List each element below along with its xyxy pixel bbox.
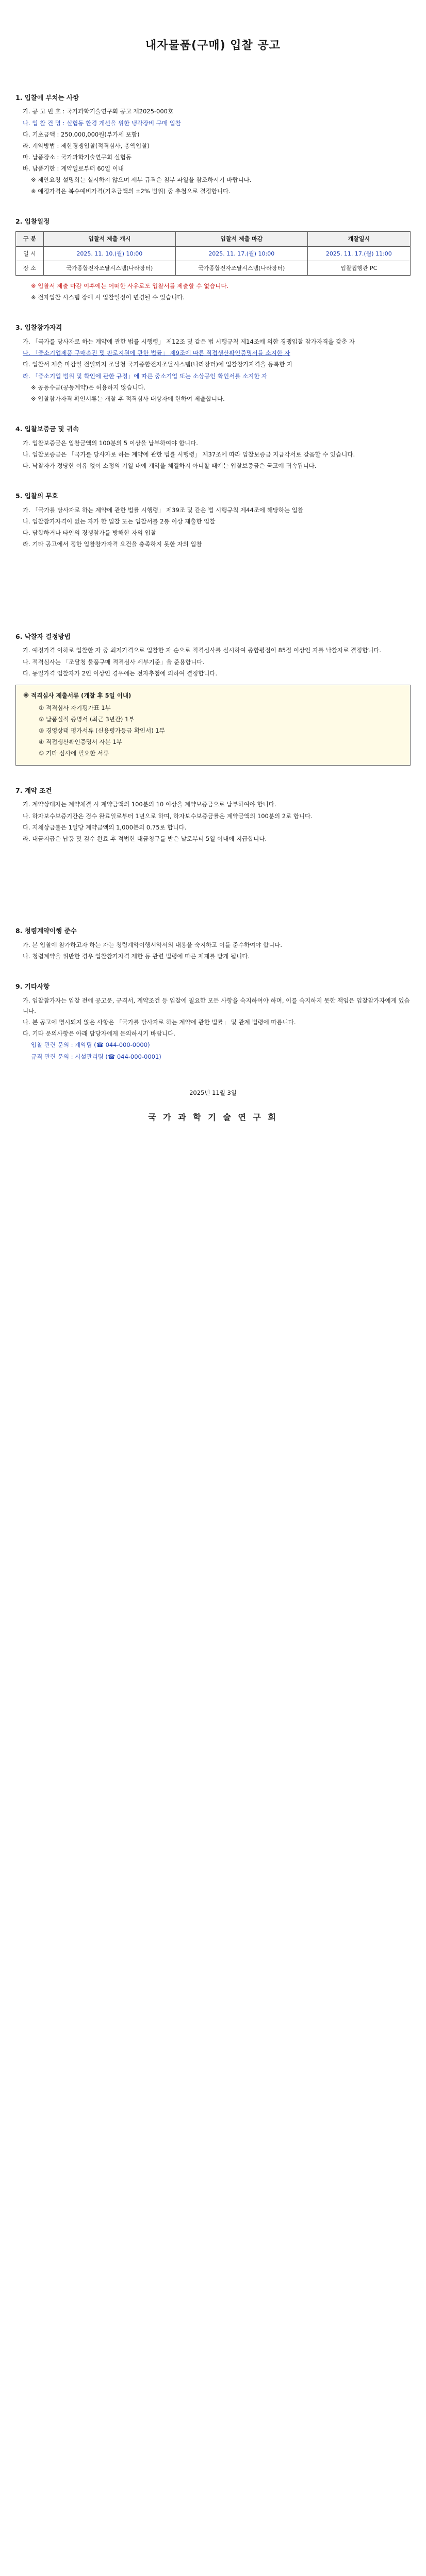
list-item: 다. 동일가격 입찰자가 2인 이상인 경우에는 전자추첨에 의하여 결정합니다. [23, 669, 218, 677]
table-cell: 장 소 [16, 261, 44, 275]
note: ※ 공동수급(공동계약)은 허용하지 않습니다. [31, 383, 146, 391]
section-heading: 7. 계약 조건 [15, 786, 52, 794]
note: ※ 입찰서 제출 마감 이후에는 어떠한 사유로도 입찰서를 제출할 수 없습니다. [31, 282, 229, 290]
list-item: 가. 공 고 번 호 : 국가과학기술연구회 공고 제2025-000호 [23, 108, 174, 115]
issuing-organization: 국 가 과 학 기 술 연 구 회 [148, 1112, 278, 1122]
section-9 [15, 981, 411, 1062]
list-item: 다. 입찰서 제출 마감일 전일까지 조달청 국가종합전자조달시스템(나라장터)에 입찰참가자격을 등록한 자 [23, 361, 293, 368]
list-item: 마. 납품장소 : 국가과학기술연구회 실험동 [23, 153, 132, 161]
list-item: 가. 예정가격 이하로 입찰한 자 중 최저가격으로 입찰한 자 순으로 적격심사를 실시하여 종합평점이 85점 이상인 자를 낙찰자로 결정합니다. [23, 647, 382, 654]
section-2 [15, 216, 411, 302]
list-item: 다. 지체상금률은 1일당 계약금액의 1,000분의 0.75로 합니다. [23, 823, 187, 831]
box-line: ⑤ 기타 심사에 필요한 서류 [39, 750, 109, 757]
list-item: 다. 기초금액 : 250,000,000원(부가세 포함) [23, 130, 140, 138]
section-5 [15, 490, 411, 549]
list-item: 다. 기타 문의사항은 아래 담당자에게 문의하시기 바랍니다. [23, 1030, 175, 1038]
list-item: 가. 본 입찰에 참가하고자 하는 자는 청렴계약이행서약서의 내용을 숙지하고 이를 준수하여야 합니다. [23, 941, 282, 948]
note: ※ 전자입찰 시스템 장애 시 입찰일정이 변경될 수 있습니다. [31, 294, 185, 301]
table-row [16, 246, 411, 261]
section-8 [15, 925, 411, 961]
table-cell: 일 시 [16, 246, 44, 261]
table-cell: 입찰집행관 PC [307, 261, 410, 275]
list-item: 나. 본 공고에 명시되지 않은 사항은 「국가를 당사자로 하는 계약에 관한 법률」 및 관계 법령에 따릅니다. [23, 1019, 296, 1026]
document-box [15, 685, 411, 766]
list-item: 나. 적격심사는 「조달청 물품구매 적격심사 세부기준」을 준용합니다. [23, 658, 205, 666]
section-7 [15, 785, 411, 844]
section-6 [15, 631, 411, 766]
table-header: 입찰서 제출 개시 [43, 232, 175, 246]
list-item: 나. 입 찰 건 명 : 실험동 환경 개선을 위한 냉각장비 구매 입찰 [23, 119, 181, 127]
list-item: 가. 입찰보증금은 입찰금액의 100분의 5 이상을 납부하여야 합니다. [23, 439, 198, 447]
contact-line: 입찰 관련 문의 : 계약팀 (☎ 044-000-0000) [31, 1041, 150, 1049]
list-item: 가. 「국가를 당사자로 하는 계약에 관한 법률 시행령」 제39조 및 같은 법 시행규칙 제44조에 해당하는 입찰 [23, 506, 304, 514]
table-cell: 국가종합전자조달시스템(나라장터) [175, 261, 307, 275]
list-item: 가. 계약상대자는 계약체결 시 계약금액의 100분의 10 이상을 계약보증금으로 납부하여야 합니다. [23, 801, 276, 808]
contact-line: 규격 관련 문의 : 시설관리팀 (☎ 044-000-0001) [31, 1053, 161, 1060]
section-heading: 3. 입찰참가자격 [15, 324, 62, 332]
box-line: ④ 직접생산확인증명서 사본 1부 [39, 738, 122, 746]
list-item: 가. 입찰참가자는 입찰 전에 공고문, 규격서, 계약조건 등 입찰에 필요한 모든 사항을 숙지하여야 하며, 이를 숙지하지 못한 책임은 입찰참가자에게 있습니다. [23, 996, 410, 1014]
table-header: 개찰일시 [307, 232, 410, 246]
note: ※ 입찰참가자격 확인서류는 개찰 후 적격심사 대상자에 한하여 제출합니다. [31, 395, 225, 402]
table-header-row [16, 232, 411, 246]
list-item: 나. 하자보수보증기간은 검수 완료일로부터 1년으로 하며, 하자보수보증금률은 계약금액의 100분의 2로 합니다. [23, 812, 313, 820]
box-line: ③ 경영상태 평가서류 (신용평가등급 확인서) 1부 [39, 727, 165, 735]
list-item: 나. 입찰보증금은 「국가를 당사자로 하는 계약에 관한 법률 시행령」 제37조에 따라 입찰보증금 지급각서로 갈음할 수 있습니다. [23, 450, 355, 458]
section-heading: 6. 낙찰자 결정방법 [15, 632, 71, 640]
notice-title: 내자물품(구매) 입찰 공고 [145, 39, 281, 52]
section-4 [15, 423, 411, 471]
list-item: 바. 납품기한 : 계약일로부터 60일 이내 [23, 165, 124, 172]
list-item: 라. 기타 공고에서 정한 입찰참가자격 요건을 충족하지 못한 자의 입찰 [23, 540, 202, 548]
list-item: 나. 청렴계약을 위반한 경우 입찰참가자격 제한 등 관련 법령에 따른 제재를 받게 됩니다. [23, 952, 250, 960]
list-item: 라. 「중소기업 범위 및 확인에 관한 규정」에 따른 중소기업 또는 소상공인 확인서를 소지한 자 [23, 372, 268, 380]
section-heading: 4. 입찰보증금 및 귀속 [15, 425, 79, 433]
list-item: 나. 「중소기업제품 구매촉진 및 판로지원에 관한 법률」 제9조에 따른 직접생산확인증명서를 소지한 자 [23, 349, 290, 357]
list-item: 나. 입찰참가자격이 없는 자가 한 입찰 또는 입찰서를 2통 이상 제출한 입찰 [23, 518, 216, 526]
list-item: 가. 「국가를 당사자로 하는 계약에 관한 법률 시행령」 제12조 및 같은 법 시행규칙 제14조에 의한 경쟁입찰 참가자격을 갖춘 자 [23, 338, 355, 346]
table-row [16, 261, 411, 275]
section-heading: 2. 입찰일정 [15, 217, 50, 226]
list-item: 다. 낙찰자가 정당한 이유 없이 소정의 기일 내에 계약을 체결하지 아니할 때에는 입찰보증금은 국고에 귀속됩니다. [23, 462, 317, 469]
table-cell: 2025. 11. 10.(월) 10:00 [43, 246, 175, 261]
note: ※ 제안요청 설명회는 실시하지 않으며 세부 규격은 첨부 파일을 참조하시기 바랍니다. [31, 176, 252, 184]
box-line: ① 적격심사 자기평가표 1부 [39, 704, 111, 711]
section-heading: 9. 기타사항 [15, 982, 50, 990]
notice-date: 2025년 11월 3일 [189, 1089, 237, 1096]
section-heading: 5. 입찰의 무효 [15, 492, 58, 500]
list-item: 다. 담합하거나 타인의 경쟁참가를 방해한 자의 입찰 [23, 529, 156, 537]
list-item: 라. 계약방법 : 제한경쟁입찰(적격심사, 총액입찰) [23, 142, 150, 149]
table-cell: 국가종합전자조달시스템(나라장터) [43, 261, 175, 275]
schedule-table [15, 231, 411, 276]
section-1 [15, 92, 411, 197]
box-title: ※ 적격심사 제출서류 (개찰 후 5일 이내) [23, 691, 132, 699]
list-item: 라. 대금지급은 납품 및 검수 완료 후 적법한 대금청구를 받은 날로부터 5일 이내에 지급합니다. [23, 835, 267, 842]
section-3 [15, 322, 411, 404]
note: ※ 예정가격은 복수예비가격(기초금액의 ±2% 범위) 중 추첨으로 결정합니다. [31, 188, 231, 195]
table-cell: 2025. 11. 17.(월) 10:00 [175, 246, 307, 261]
box-line: ② 납품실적 증명서 (최근 3년간) 1부 [39, 716, 135, 723]
section-heading: 8. 청렴계약이행 준수 [15, 926, 77, 935]
section-heading: 1. 입찰에 부치는 사항 [15, 93, 79, 101]
table-cell: 2025. 11. 17.(월) 11:00 [307, 246, 410, 261]
table-header: 입찰서 제출 마감 [175, 232, 307, 246]
table-header: 구 분 [16, 232, 44, 246]
